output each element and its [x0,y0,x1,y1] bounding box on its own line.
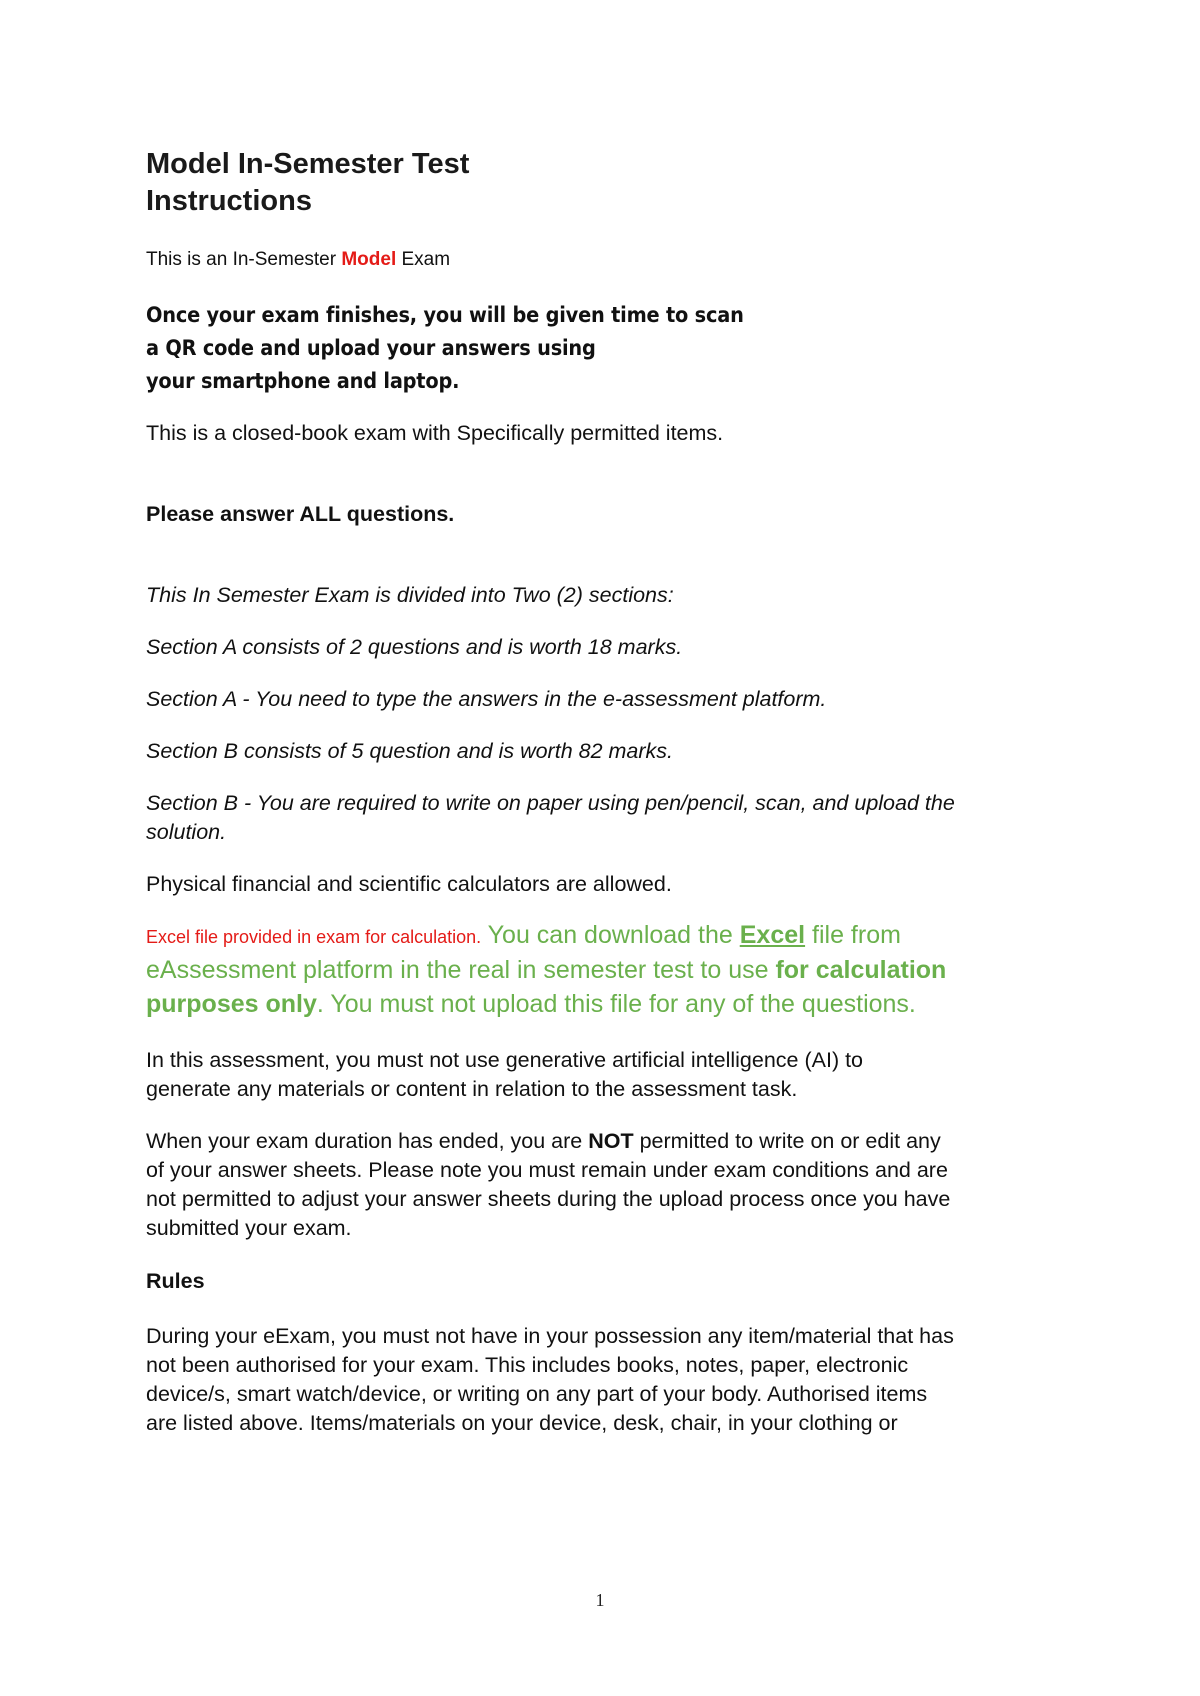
excel-statement [146,919,1086,1022]
section-a-type: Section A - You need to type the answers in the e-assessment platform. [146,687,827,711]
excel-text-3: eAssessment platform in the real in semester test to use [146,956,776,984]
section-b-write-line-1: Section B - You are required to write on paper using pen/pencil, scan, and upload the [146,791,955,815]
excel-bold-2: purposes only [146,990,317,1018]
title-line-2: Instructions [146,185,312,217]
section-b-write [146,789,1086,847]
notice-line-1: Once your exam finishes, you will be given time to scan [146,303,744,328]
ai-line-1: In this assessment, you must not use generative artificial intelligence (AI) to [146,1048,864,1072]
excel-text-2: file from [805,921,901,949]
duration-line-4: submitted your exam. [146,1216,352,1240]
rules-heading: Rules [146,1269,205,1293]
duration-after: permitted to write on or edit any [633,1129,941,1153]
notice-line-3: your smartphone and laptop. [146,369,460,394]
duration-before: When your exam duration has ended, you are [146,1129,589,1153]
intro-line [146,247,1086,273]
duration-line-3: not permitted to adjust your answer sheets during the upload process once you have [146,1187,951,1211]
rules-text [146,1322,1086,1438]
section-a-marks: Section A consists of 2 questions and is worth 18 marks. [146,635,683,659]
section-b-write-line-2: solution. [146,820,227,844]
ai-line-2: generate any materials or content in relation to the assessment task. [146,1077,798,1101]
document-content [146,146,1086,1438]
calculators-statement: Physical financial and scientific calculators are allowed. [146,872,672,896]
duration-statement [146,1127,1086,1243]
excel-bold-1: for calculation [775,956,947,984]
rules-line-3: device/s, smart watch/device, or writing on any part of your body. Authorised items [146,1382,928,1406]
excel-word: Excel [739,921,806,949]
rules-line-2: not been authorised for your exam. This includes books, notes, paper, electronic [146,1353,909,1377]
closed-book-statement: This is a closed-book exam with Specifically permitted items. [146,421,724,445]
document-title [146,146,1086,220]
intro-before: This is an In-Semester [146,249,342,270]
excel-text-1: You can download the [481,921,740,949]
intro-after: Exam [396,249,451,270]
section-b-marks: Section B consists of 5 question and is worth 82 marks. [146,739,674,763]
duration-line-2: of your answer sheets. Please note you must remain under exam conditions and are [146,1158,948,1182]
rules-line-1: During your eExam, you must not have in your possession any item/material that has [146,1324,954,1348]
title-line-1: Model In-Semester Test [146,148,470,180]
excel-text-4: . You must not upload this file for any of the questions. [316,990,916,1018]
notice-line-2: a QR code and upload your answers using [146,336,596,361]
upload-notice [146,299,1086,398]
ai-statement [146,1046,1086,1104]
excel-red-note: Excel file provided in exam for calculation. [146,927,482,947]
duration-not: NOT [588,1129,634,1153]
rules-line-4: are listed above. Items/materials on your device, desk, chair, in your clothing or [146,1411,898,1435]
sections-intro: This In Semester Exam is divided into Two (2) sections: [146,583,674,607]
page-number: 1 [595,1590,605,1610]
answer-all-statement: Please answer ALL questions. [146,502,455,526]
intro-highlight: Model [341,249,397,270]
